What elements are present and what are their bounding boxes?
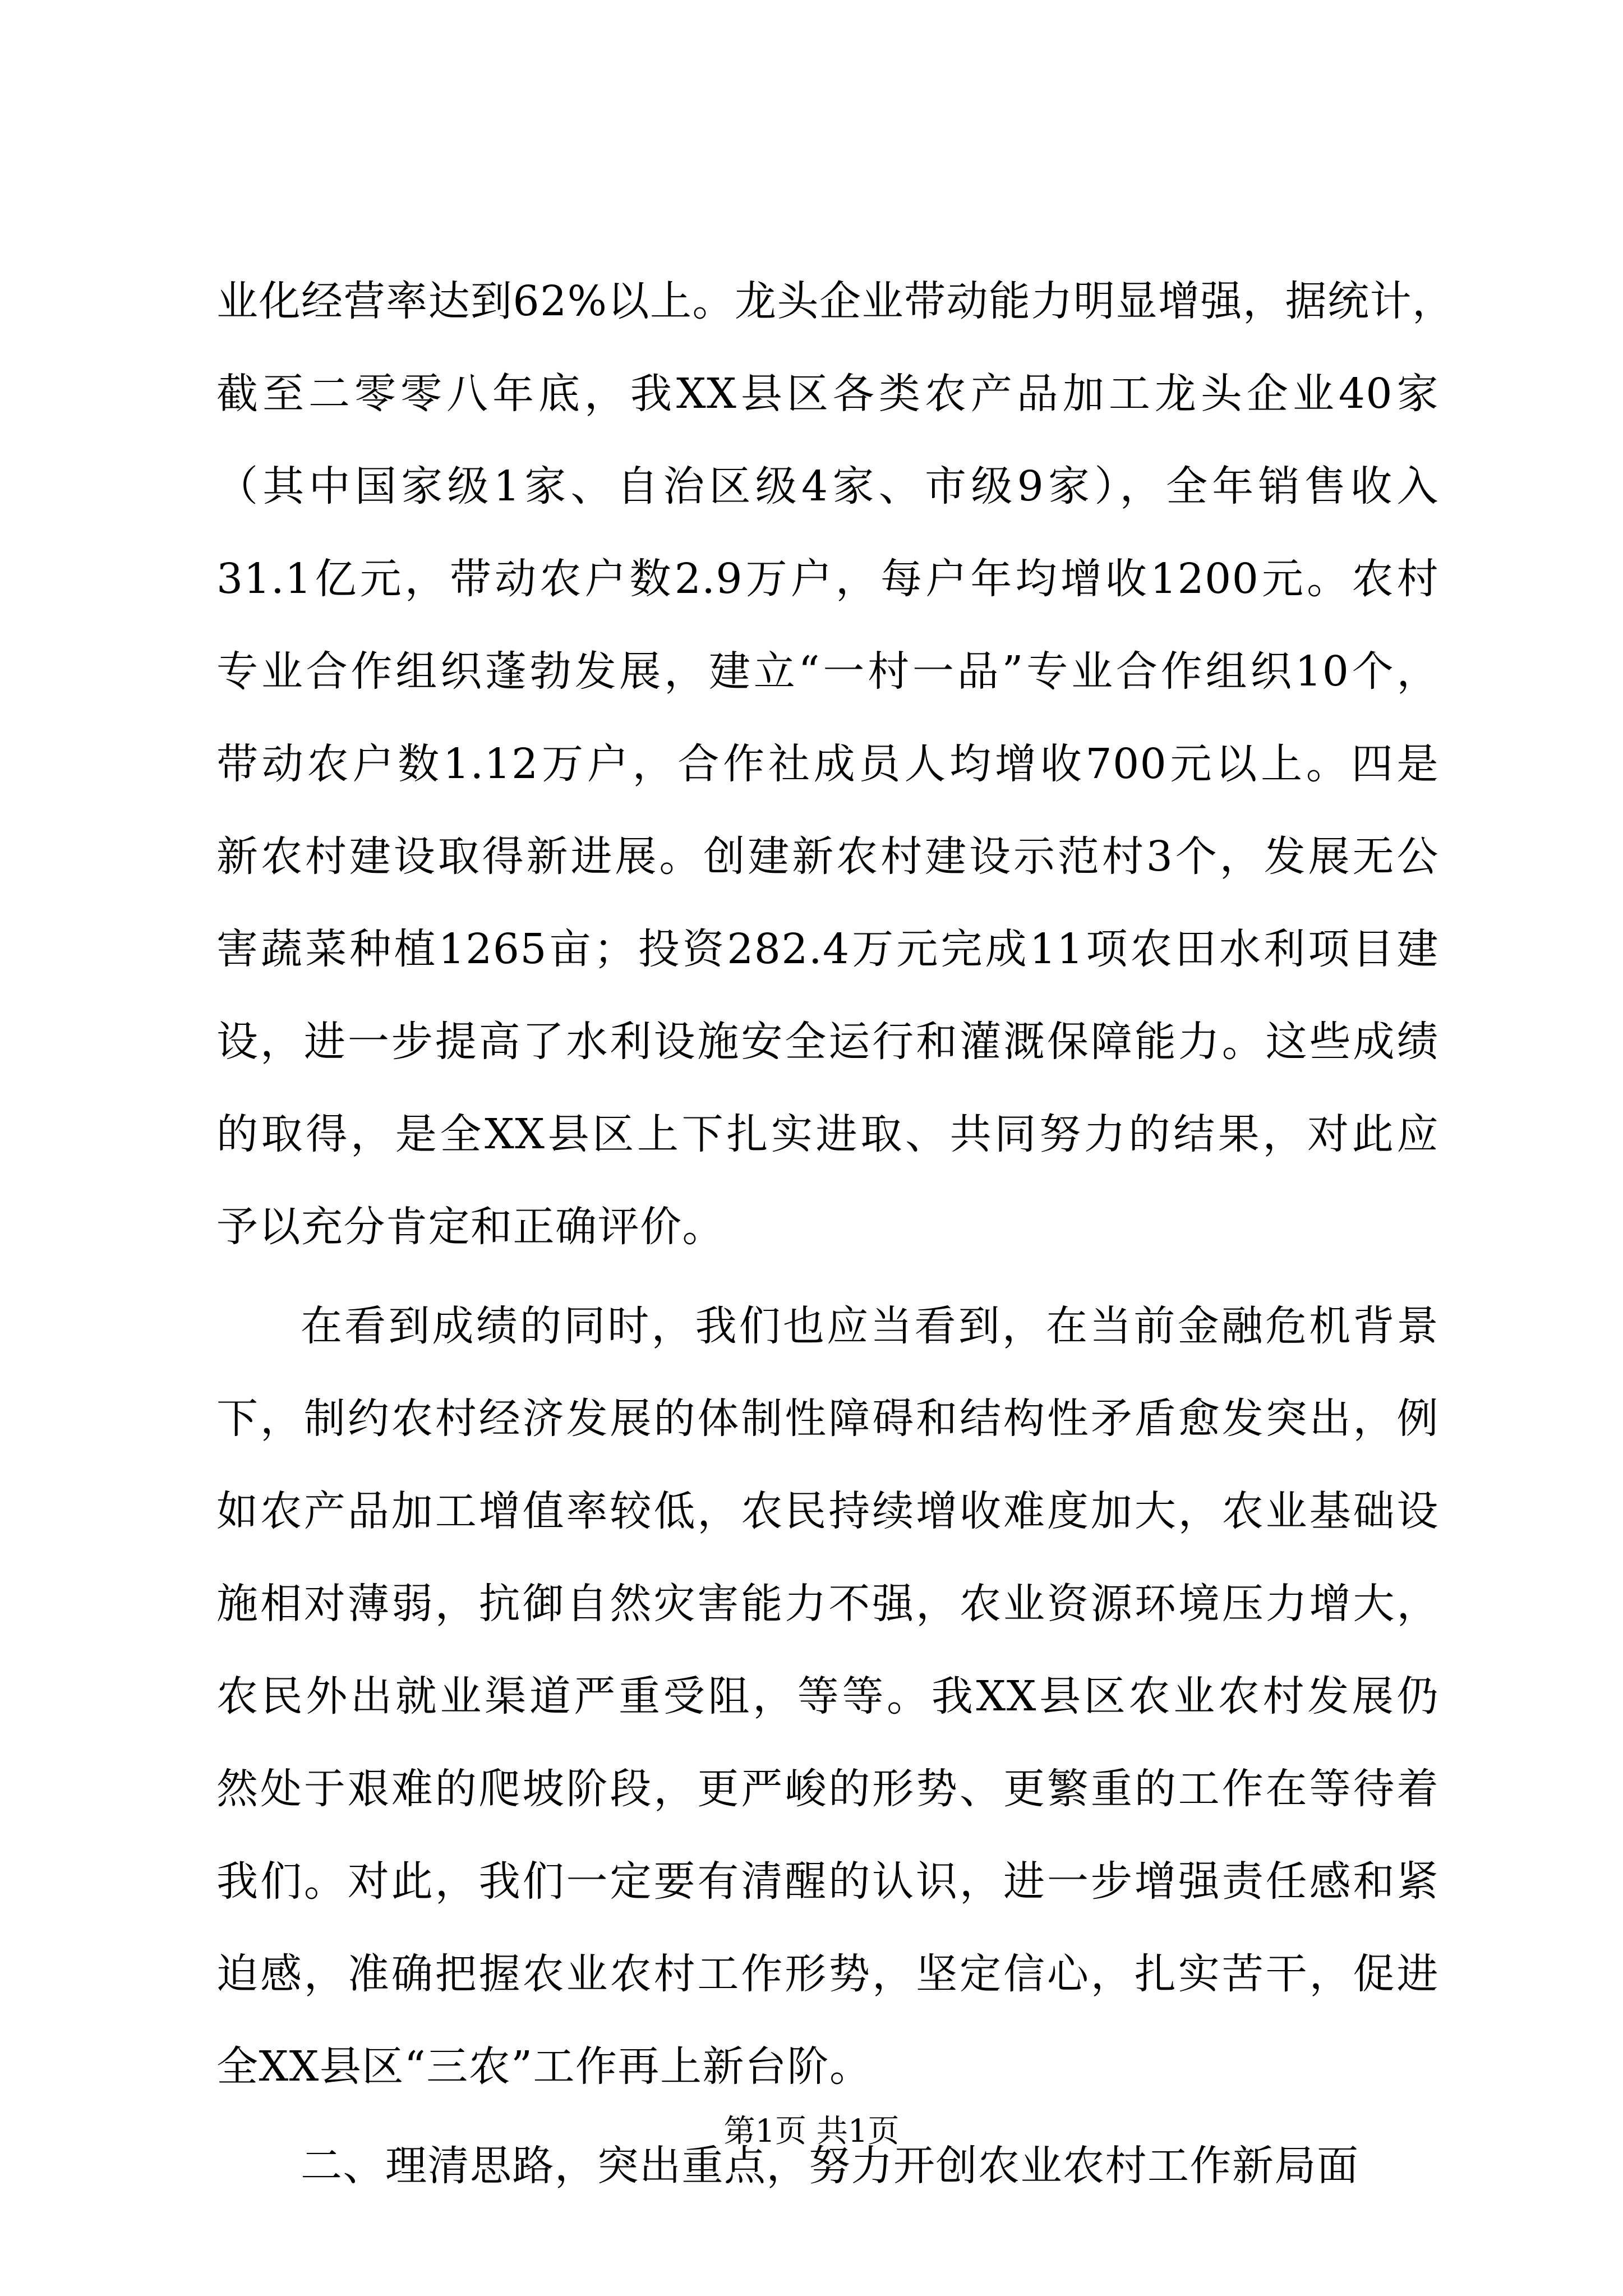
section-heading: 二、理清思路，突出重点，努力开创农业农村工作新局面	[301, 2142, 1359, 2190]
text-line: 迫感，准确把握农业农村工作形势，坚定信心，扎实苦干，促进	[216, 1950, 1439, 1998]
text-line: 农民外出就业渠道严重受阻，等等。我XX县区农业农村发展仍	[216, 1672, 1439, 1720]
text-line: 截至二零零八年底，我XX县区各类农产品加工龙头企业40家	[216, 370, 1439, 418]
text-line: 我们。对此，我们一定要有清醒的认识，进一步增强责任感和紧	[216, 1857, 1439, 1906]
text-line: 的取得，是全XX县区上下扎实进取、共同努力的结果，对此应	[216, 1110, 1439, 1158]
text-line: 带动农户数1.12万户，合作社成员人均增收700元以上。四是	[216, 740, 1439, 788]
text-line: 下，制约农村经济发展的体制性障碍和结构性矛盾愈发突出，例	[216, 1395, 1439, 1443]
text-line: 31.1亿元，带动农户数2.9万户，每户年均增收1200元。农村	[216, 555, 1439, 603]
text-line: 然处于艰难的爬坡阶段，更严峻的形势、更繁重的工作在等待着	[216, 1765, 1439, 1813]
text-line: 业化经营率达到62%以上。龙头企业带动能力明显增强，据统计，	[216, 277, 1455, 325]
text-line: 施相对薄弱，抗御自然灾害能力不强，农业资源环境压力增大，	[216, 1580, 1439, 1628]
paragraph-2	[216, 1280, 1439, 2113]
page-footer: 第1页 共1页	[723, 2113, 900, 2150]
body-text	[216, 255, 1455, 2212]
text-line: 在看到成绩的同时，我们也应当看到，在当前金融危机背景	[301, 1302, 1439, 1350]
text-line: 新农村建设取得新进展。创建新农村建设示范村3个，发展无公	[216, 832, 1439, 881]
text-line: 设，进一步提高了水利设施安全运行和灌溉保障能力。这些成绩	[216, 1018, 1439, 1066]
text-line: 全XX县区“三农”工作再上新台阶。	[216, 2042, 872, 2091]
text-line: 专业合作组织蓬勃发展，建立“一村一品”专业合作组织10个，	[216, 647, 1439, 696]
text-line: 如农产品加工增值率较低，农民持续增收难度加大，农业基础设	[216, 1487, 1439, 1535]
paragraph-1	[216, 255, 1455, 1273]
text-line: 害蔬菜种植1265亩；投资282.4万元完成11项农田水利项目建	[216, 925, 1439, 973]
text-line: （其中国家级1家、自治区级4家、市级9家），全年销售收入	[216, 462, 1439, 510]
text-line: 予以充分肯定和正确评价。	[216, 1203, 725, 1251]
